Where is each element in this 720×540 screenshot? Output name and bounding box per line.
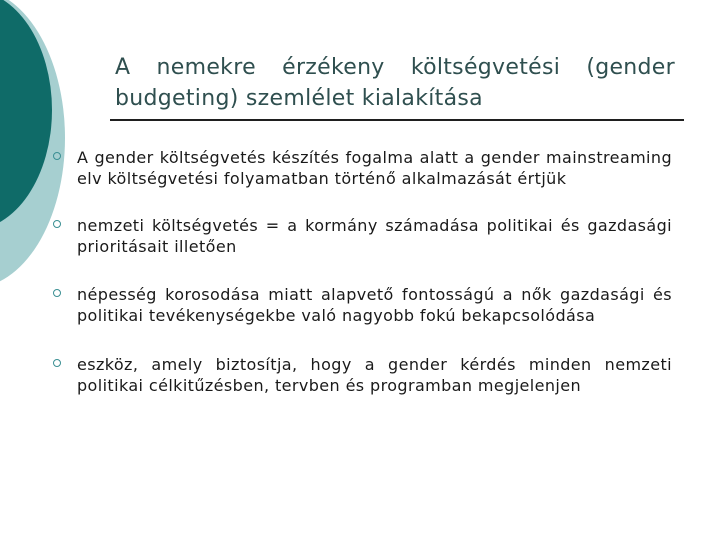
bullet-list bbox=[50, 147, 672, 396]
bullet-item bbox=[50, 354, 672, 396]
bullet-text: népesség korosodása miatt alapvető fontosságú a nők gazdasági és politikai tevékenységekbe való nagyobb fokú bekapcsolódása bbox=[77, 285, 672, 325]
bullet-item bbox=[50, 215, 672, 257]
bullet-text: eszköz, amely biztosítja, hogy a gender kérdés minden nemzeti politikai célkitűzésben, tervben és programban megjelenjen bbox=[77, 355, 672, 395]
slide-title: A nemekre érzékeny költségvetési (gender budgeting) szemlélet kialakítása bbox=[115, 55, 675, 111]
title-underline bbox=[110, 119, 684, 121]
circle-bullet-icon bbox=[53, 359, 61, 367]
circle-bullet-icon bbox=[53, 220, 61, 228]
bullet-text: A gender költségvetés készítés fogalma alatt a gender mainstreaming elv költségvetési folyamatban történő alkalmazását értjük bbox=[77, 148, 672, 188]
circle-bullet-icon bbox=[53, 289, 61, 297]
bullet-item bbox=[50, 284, 672, 326]
bullet-item bbox=[50, 147, 672, 189]
circle-bullet-icon bbox=[53, 152, 61, 160]
bullet-text: nemzeti költségvetés = a kormány számadása politikai és gazdasági prioritásait illetően bbox=[77, 216, 672, 256]
